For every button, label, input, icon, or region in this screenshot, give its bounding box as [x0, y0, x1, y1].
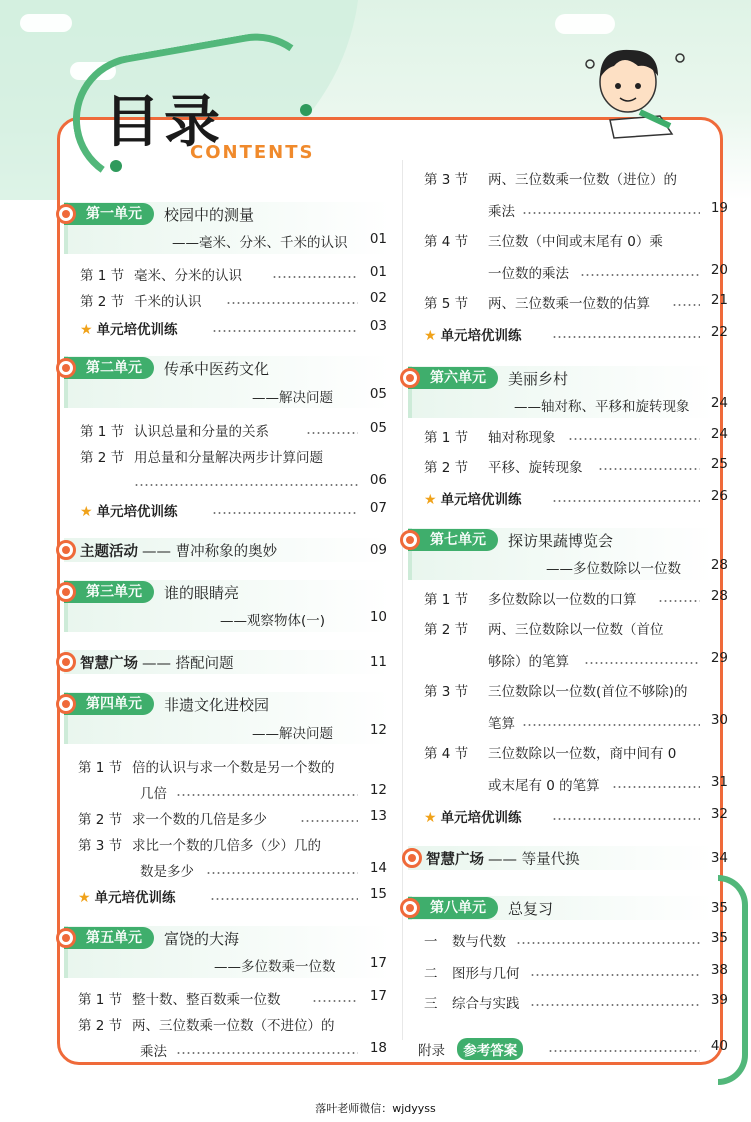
row-page: 06 — [369, 472, 387, 488]
footer-note: 落叶老师微信：wjdyyss — [315, 1102, 436, 1115]
unit-3-header[interactable] — [64, 580, 239, 604]
unit-5-header[interactable] — [64, 926, 239, 950]
unit-7-title: 探访果蔬博览会 — [508, 531, 614, 550]
unit-4-page: 12 — [369, 722, 387, 738]
star-icon: ★ — [80, 504, 93, 520]
row-page: 14 — [369, 860, 387, 876]
row-page: 03 — [369, 318, 387, 334]
leader-dots — [134, 484, 358, 486]
unit-5-label: 第五单元 — [64, 927, 154, 949]
decor-dot — [300, 104, 312, 116]
row-page: 35 — [710, 930, 728, 946]
row-page: 01 — [369, 264, 387, 280]
unit-6-page: 24 — [710, 395, 728, 411]
row-page: 13 — [369, 808, 387, 824]
boy-reading-icon — [580, 40, 690, 140]
unit-5-page: 17 — [369, 955, 387, 971]
unit-8-title: 总复习 — [508, 899, 554, 918]
unit-7-page: 28 — [710, 557, 728, 573]
unit-1-label: 第一单元 — [64, 203, 154, 225]
toc-row[interactable]: 第 2 节 求一个数的几倍是多少 — [78, 812, 267, 828]
zhihui-label: 智慧广场 — [80, 655, 138, 672]
unit-4-title: 非遗文化进校园 — [164, 695, 270, 714]
toc-row-cont: 几倍 — [140, 786, 167, 802]
unit-1-page: 01 — [369, 231, 387, 247]
zhihui-text: —— 搭配问题 — [142, 655, 234, 672]
row-page: 15 — [369, 886, 387, 902]
leader-dots — [552, 818, 700, 820]
star-icon: ★ — [424, 328, 437, 344]
appendix-row[interactable] — [418, 1038, 523, 1060]
unit-2-title: 传承中医药文化 — [164, 359, 270, 378]
toc-row[interactable]: 第 2 节 平移、旋转现象 — [424, 460, 583, 476]
toc-row[interactable]: 第 2 节 两、三位数乘一位数（不进位）的 — [78, 1018, 335, 1034]
leader-dots — [658, 600, 700, 602]
leader-dots — [612, 786, 700, 788]
toc-row[interactable]: 二 图形与几何 — [424, 966, 520, 982]
training-row[interactable]: ★ 单元培优训练 — [80, 322, 178, 338]
toc-row-cont: 一位数的乘法 — [488, 266, 569, 282]
toc-row[interactable]: 第 4 节 三位数（中间或末尾有 0）乘 — [424, 234, 663, 250]
star-icon: ★ — [424, 810, 437, 826]
leader-dots — [568, 438, 700, 440]
row-page: 24 — [710, 426, 728, 442]
row-page: 34 — [710, 850, 728, 866]
leader-dots — [212, 330, 358, 332]
row-page: 40 — [710, 1038, 728, 1054]
row-page: 12 — [369, 782, 387, 798]
row-page: 02 — [369, 290, 387, 306]
toc-row[interactable]: 第 2 节 千米的认识 — [80, 294, 202, 310]
unit-4-label: 第四单元 — [64, 693, 154, 715]
leader-dots — [176, 1052, 358, 1054]
unit-8-label: 第八单元 — [408, 897, 498, 919]
bullet-icon — [402, 848, 422, 868]
row-page: 05 — [369, 420, 387, 436]
unit-4-subtitle: ——解决问题 — [252, 726, 333, 742]
unit-7-header[interactable] — [408, 528, 613, 552]
row-page: 21 — [710, 292, 728, 308]
toc-row[interactable]: 第 1 节 整十数、整百数乘一位数 — [78, 992, 281, 1008]
toc-row[interactable]: 第 2 节 两、三位数除以一位数（首位 — [424, 622, 664, 638]
leader-dots — [312, 1000, 358, 1002]
toc-row[interactable]: 三 综合与实践 — [424, 996, 520, 1012]
leader-dots — [552, 336, 700, 338]
page-title: 目录 — [104, 90, 224, 155]
toc-row-cont: 笔算 — [488, 716, 515, 732]
zhihui-row[interactable] — [402, 846, 580, 870]
zhihui-row[interactable] — [56, 650, 234, 674]
leader-dots — [672, 304, 700, 306]
toc-row[interactable]: 第 1 节 轴对称现象 — [424, 430, 556, 446]
bullet-icon — [56, 652, 76, 672]
leader-dots — [300, 820, 358, 822]
row-page: 19 — [710, 200, 728, 216]
unit-6-title: 美丽乡村 — [508, 369, 569, 388]
toc-row-cont: 乘法 — [488, 204, 515, 220]
leader-dots — [530, 974, 700, 976]
toc-row[interactable]: 第 5 节 两、三位数乘一位数的估算 — [424, 296, 650, 312]
unit-3-label: 第三单元 — [64, 581, 154, 603]
row-page: 18 — [369, 1040, 387, 1056]
unit-7-label: 第七单元 — [408, 529, 498, 551]
leader-dots — [516, 942, 700, 944]
leader-dots — [530, 1004, 700, 1006]
unit-5-title: 富饶的大海 — [164, 929, 240, 948]
toc-row-cont: 或末尾有 0 的笔算 — [488, 778, 600, 794]
row-page: 39 — [710, 992, 728, 1008]
leader-dots — [176, 794, 358, 796]
row-page: 22 — [710, 324, 728, 340]
leader-dots — [580, 274, 700, 276]
unit-7-subtitle: ——多位数除以一位数 — [546, 561, 681, 577]
training-row[interactable]: ★ 单元培优训练 — [78, 890, 176, 906]
row-page: 25 — [710, 456, 728, 472]
star-icon: ★ — [78, 890, 91, 906]
unit-2-subtitle: ——解决问题 — [252, 390, 333, 406]
cloud-shape — [20, 14, 72, 32]
row-page: 17 — [369, 988, 387, 1004]
toc-row[interactable]: 第 4 节 三位数除以一位数，商中间有 0 — [424, 746, 677, 762]
unit-6-label: 第六单元 — [408, 367, 498, 389]
unit-8-header[interactable] — [408, 896, 553, 920]
leader-dots — [522, 724, 700, 726]
theme-activity-row[interactable] — [56, 538, 277, 562]
page-subtitle: CONTENTS — [190, 142, 315, 163]
unit-2-header[interactable] — [64, 356, 269, 380]
answers-badge: 参考答案 — [457, 1038, 523, 1060]
zhihui-text: —— 等量代换 — [488, 851, 580, 868]
training-row[interactable]: ★ 单元培优训练 — [424, 328, 522, 344]
toc-row[interactable]: 第 1 节 多位数除以一位数的口算 — [424, 592, 637, 608]
toc-row[interactable]: 第 2 节 用总量和分量解决两步计算问题 — [80, 450, 323, 466]
toc-row-cont: 够除）的笔算 — [488, 654, 569, 670]
toc-row[interactable]: 第 1 节 毫米、分米的认识 — [80, 268, 242, 284]
row-page: 09 — [369, 542, 387, 558]
row-page: 28 — [710, 588, 728, 604]
unit-4-header[interactable] — [64, 692, 269, 716]
leader-dots — [522, 212, 700, 214]
leader-dots — [212, 512, 358, 514]
unit-8-page: 35 — [710, 900, 728, 916]
unit-2-label: 第二单元 — [64, 357, 154, 379]
toc-row[interactable]: 第 1 节 倍的认识与求一个数是另一个数的 — [78, 760, 335, 776]
theme-text: —— 曹冲称象的奥妙 — [142, 543, 278, 560]
unit-1-header[interactable] — [64, 202, 254, 226]
appendix-label: 附录 — [418, 1043, 445, 1059]
row-page: 32 — [710, 806, 728, 822]
toc-row[interactable]: 第 1 节 认识总量和分量的关系 — [80, 424, 269, 440]
row-page: 31 — [710, 774, 728, 790]
toc-row[interactable]: 第 3 节 求比一个数的几倍多（少）几的 — [78, 838, 321, 854]
unit-1-subtitle: ——毫米、分米、千米的认识 — [172, 235, 348, 251]
leader-dots — [272, 276, 358, 278]
leader-dots — [552, 500, 700, 502]
row-page: 38 — [710, 962, 728, 978]
row-page: 30 — [710, 712, 728, 728]
training-row[interactable]: ★ 单元培优训练 — [424, 492, 522, 508]
unit-3-page: 10 — [369, 609, 387, 625]
row-page: 11 — [369, 654, 387, 670]
theme-label: 主题活动 — [80, 543, 138, 560]
unit-6-header[interactable] — [408, 366, 568, 390]
row-page: 26 — [710, 488, 728, 504]
toc-row-cont: 乘法 — [140, 1044, 167, 1060]
unit-3-title: 谁的眼睛亮 — [164, 583, 240, 602]
toc-row[interactable]: 一 数与代数 — [424, 934, 506, 950]
row-page: 20 — [710, 262, 728, 278]
zhihui-label: 智慧广场 — [426, 851, 484, 868]
toc-row[interactable]: 第 3 节 两、三位数乘一位数（进位）的 — [424, 172, 677, 188]
toc-row[interactable]: 第 3 节 三位数除以一位数(首位不够除)的 — [424, 684, 688, 700]
leader-dots — [548, 1050, 700, 1052]
unit-3-subtitle: ——观察物体(一) — [220, 613, 326, 629]
unit-5-subtitle: ——多位数乘一位数 — [214, 959, 336, 975]
leader-dots — [306, 432, 358, 434]
cloud-shape — [555, 14, 615, 34]
leader-dots — [226, 302, 358, 304]
unit-6-subtitle: ——轴对称、平移和旋转现象 — [514, 399, 690, 415]
row-page: 29 — [710, 650, 728, 666]
leader-dots — [598, 468, 700, 470]
leader-dots — [584, 662, 700, 664]
decor-dot — [110, 160, 122, 172]
training-row[interactable]: ★ 单元培优训练 — [424, 810, 522, 826]
star-icon: ★ — [80, 322, 93, 338]
training-row[interactable]: ★ 单元培优训练 — [80, 504, 178, 520]
star-icon: ★ — [424, 492, 437, 508]
unit-2-page: 05 — [369, 386, 387, 402]
leader-dots — [210, 898, 358, 900]
row-page: 07 — [369, 500, 387, 516]
leader-dots — [206, 872, 358, 874]
unit-1-title: 校园中的测量 — [164, 205, 255, 224]
toc-row-cont: 数是多少 — [140, 864, 194, 880]
bullet-icon — [56, 540, 76, 560]
